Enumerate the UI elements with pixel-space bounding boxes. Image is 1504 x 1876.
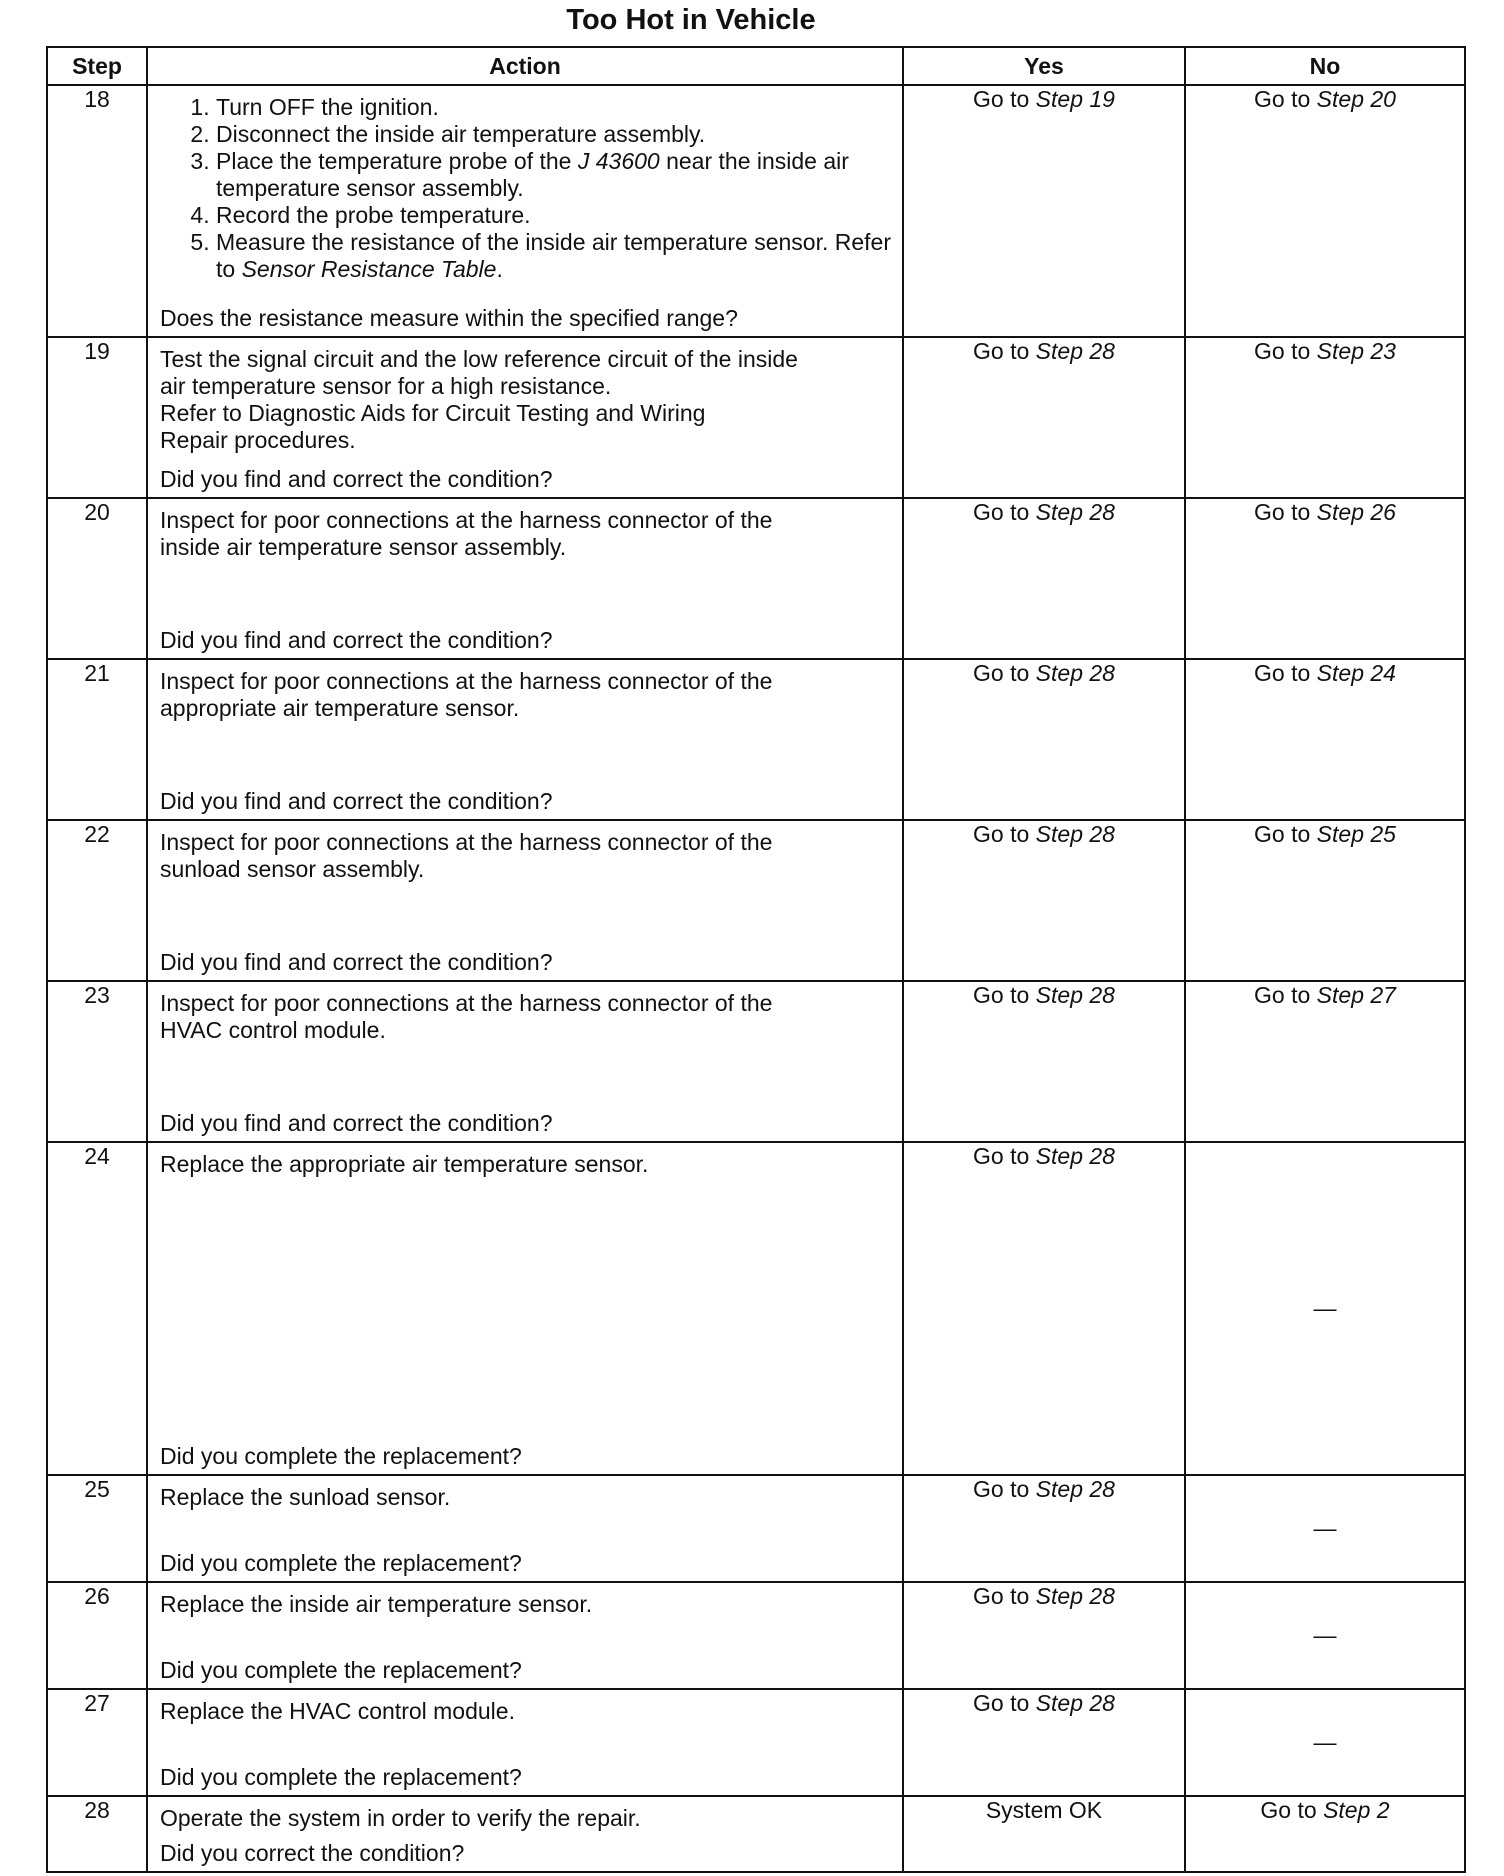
no-dash: — [1313,1515,1337,1541]
table-row-26 [47,1582,1465,1689]
action-cell [147,1475,903,1582]
no-cell [1185,1689,1465,1796]
no-step-link[interactable]: Step 2 [1323,1797,1390,1823]
no-prefix: Go to [1254,982,1317,1008]
yes-cell [903,1796,1185,1872]
table-row-20 [47,498,1465,659]
action-cell [147,981,903,1142]
yes-prefix: Go to [973,660,1036,686]
yes-prefix: Go to [973,1143,1036,1169]
table-row-24 [47,1142,1465,1475]
question-text: Did you find and correct the condition? [160,788,553,814]
yes-cell [903,498,1185,659]
question-text: Did you complete the replacement? [160,1550,522,1576]
yes-cell [903,1475,1185,1582]
action-cell [147,659,903,820]
list-item [216,202,892,229]
yes-prefix: Go to [973,86,1036,112]
question-text: Did you complete the replacement? [160,1443,522,1469]
no-step-link[interactable]: Step 27 [1316,982,1396,1008]
yes-step-link[interactable]: Step 28 [1035,1690,1115,1716]
instruction-line: Replace the HVAC control module. [160,1698,515,1724]
instruction-text [160,990,892,1044]
action-cell [147,85,903,337]
yes-step-link[interactable]: Step 28 [1035,499,1115,525]
question-text: Did you find and correct the condition? [160,627,553,653]
no-prefix: Go to [1260,1797,1324,1823]
action-cell [147,1582,903,1689]
instruction-line: Operate the system in order to verify the repair. [160,1805,641,1831]
table-reference: Sensor Resistance Table [241,256,497,282]
no-cell [1185,1475,1465,1582]
list-item [216,121,892,148]
no-prefix: Go to [1254,821,1317,847]
instruction-line: Test the signal circuit and the low reference circuit of the inside [160,346,798,372]
no-cell [1185,498,1465,659]
diagnostic-table [46,46,1466,1873]
question-text: Did you complete the replacement? [160,1657,522,1683]
no-dash: — [1313,1622,1337,1648]
system-ok-text: System OK [985,1797,1103,1823]
table-row-22 [47,820,1465,981]
instruction-line: sunload sensor assembly. [160,856,425,882]
list-item-text: Measure the resistance of the inside air temperature sensor. Refer to [216,229,892,282]
yes-prefix: Go to [973,821,1036,847]
yes-cell [903,1142,1185,1475]
table-row-27 [47,1689,1465,1796]
table-row-19 [47,337,1465,498]
no-prefix: Go to [1254,499,1317,525]
action-cell [147,1796,903,1872]
instruction-text [160,507,892,561]
yes-step-link[interactable]: Step 28 [1035,982,1115,1008]
step-number: 18 [47,85,147,337]
yes-cell [903,85,1185,337]
instruction-line: appropriate air temperature sensor. [160,695,520,721]
page-title: Too Hot in Vehicle [566,4,816,36]
no-cell [1185,337,1465,498]
step-number: 20 [47,498,147,659]
yes-step-link[interactable]: Step 28 [1035,338,1115,364]
no-step-link[interactable]: Step 25 [1316,821,1396,847]
instruction-text [160,1591,892,1618]
step-number: 23 [47,981,147,1142]
header-no: No [1185,47,1465,85]
no-dash: — [1313,1729,1337,1755]
header-row [47,47,1465,85]
step-number: 28 [47,1796,147,1872]
instruction-text [160,346,892,454]
instruction-line: Inspect for poor connections at the harness connector of the [160,507,773,533]
no-prefix: Go to [1254,86,1317,112]
no-cell [1185,981,1465,1142]
yes-cell [903,820,1185,981]
step-number: 19 [47,337,147,498]
no-step-link[interactable]: Step 24 [1316,660,1396,686]
question-text: Did you find and correct the condition? [160,466,553,492]
yes-prefix: Go to [973,1476,1036,1502]
no-cell [1185,659,1465,820]
no-cell [1185,820,1465,981]
step-number: 27 [47,1689,147,1796]
yes-cell [903,981,1185,1142]
instruction-line: Refer to Diagnostic Aids for Circuit Testing and Wiring [160,400,706,426]
no-prefix: Go to [1254,338,1317,364]
question-text: Did you find and correct the condition? [160,1110,553,1136]
step-number: 22 [47,820,147,981]
list-item-text: Turn OFF the ignition. [216,94,439,120]
procedure-list [160,94,892,283]
action-cell [147,1142,903,1475]
action-cell [147,820,903,981]
instruction-line: inside air temperature sensor assembly. [160,534,567,560]
list-item-text: Record the probe temperature. [216,202,531,228]
instruction-text [160,829,892,883]
instruction-line: HVAC control module. [160,1017,386,1043]
instruction-text [160,1484,892,1511]
no-cell [1185,85,1465,337]
table-row-18 [47,85,1465,337]
question-text: Did you correct the condition? [160,1840,465,1866]
list-item-text: near the inside air temperature sensor assembly. [216,148,849,201]
question-text: Does the resistance measure within the specified range? [160,305,738,331]
yes-step-link[interactable]: Step 28 [1035,1476,1115,1502]
instruction-line: air temperature sensor for a high resistance. [160,373,612,399]
list-item-text: . [496,256,503,282]
table-row-28 [47,1796,1465,1872]
no-prefix: Go to [1254,660,1317,686]
instruction-line: Replace the sunload sensor. [160,1484,451,1510]
step-number: 24 [47,1142,147,1475]
step-number: 26 [47,1582,147,1689]
list-item [216,229,892,283]
question-text: Did you complete the replacement? [160,1764,522,1790]
instruction-text [160,1698,892,1725]
yes-step-link[interactable]: Step 19 [1035,86,1115,112]
no-cell [1185,1142,1465,1475]
yes-cell [903,1582,1185,1689]
no-step-link[interactable]: Step 20 [1316,86,1396,112]
action-cell [147,337,903,498]
instruction-text [160,1151,892,1178]
step-number: 25 [47,1475,147,1582]
yes-step-link[interactable]: Step 28 [1035,660,1115,686]
table-row-21 [47,659,1465,820]
yes-prefix: Go to [973,499,1036,525]
yes-step-link[interactable]: Step 28 [1035,821,1115,847]
question-text: Did you find and correct the condition? [160,949,553,975]
yes-cell [903,1689,1185,1796]
no-cell [1185,1582,1465,1689]
instruction-line: Inspect for poor connections at the harness connector of the [160,668,773,694]
instruction-text [160,1805,892,1832]
list-item-text: Place the temperature probe of the [216,148,578,174]
step-number: 21 [47,659,147,820]
instruction-line: Replace the inside air temperature sensor. [160,1591,593,1617]
action-cell [147,498,903,659]
action-cell [147,1689,903,1796]
yes-prefix: Go to [973,1690,1036,1716]
instruction-line: Replace the appropriate air temperature sensor. [160,1151,649,1177]
instruction-line: Inspect for poor connections at the harness connector of the [160,990,773,1016]
yes-prefix: Go to [973,1583,1036,1609]
yes-cell [903,337,1185,498]
instruction-line: Inspect for poor connections at the harness connector of the [160,829,773,855]
header-step: Step [47,47,147,85]
instruction-line: Repair procedures. [160,427,356,453]
header-yes: Yes [903,47,1185,85]
table-row-25 [47,1475,1465,1582]
no-dash: — [1313,1295,1337,1321]
list-item-text: Disconnect the inside air temperature assembly. [216,121,706,147]
table-row-23 [47,981,1465,1142]
yes-step-link[interactable]: Step 28 [1035,1143,1115,1169]
header-action: Action [147,47,903,85]
list-item [216,94,892,121]
yes-step-link[interactable]: Step 28 [1035,1583,1115,1609]
yes-prefix: Go to [973,338,1036,364]
yes-prefix: Go to [973,982,1036,1008]
instruction-text [160,668,892,722]
no-cell [1185,1796,1465,1872]
yes-cell [903,659,1185,820]
tool-reference: J 43600 [577,148,660,174]
no-step-link[interactable]: Step 26 [1316,499,1396,525]
list-item [216,148,892,202]
no-step-link[interactable]: Step 23 [1316,338,1396,364]
